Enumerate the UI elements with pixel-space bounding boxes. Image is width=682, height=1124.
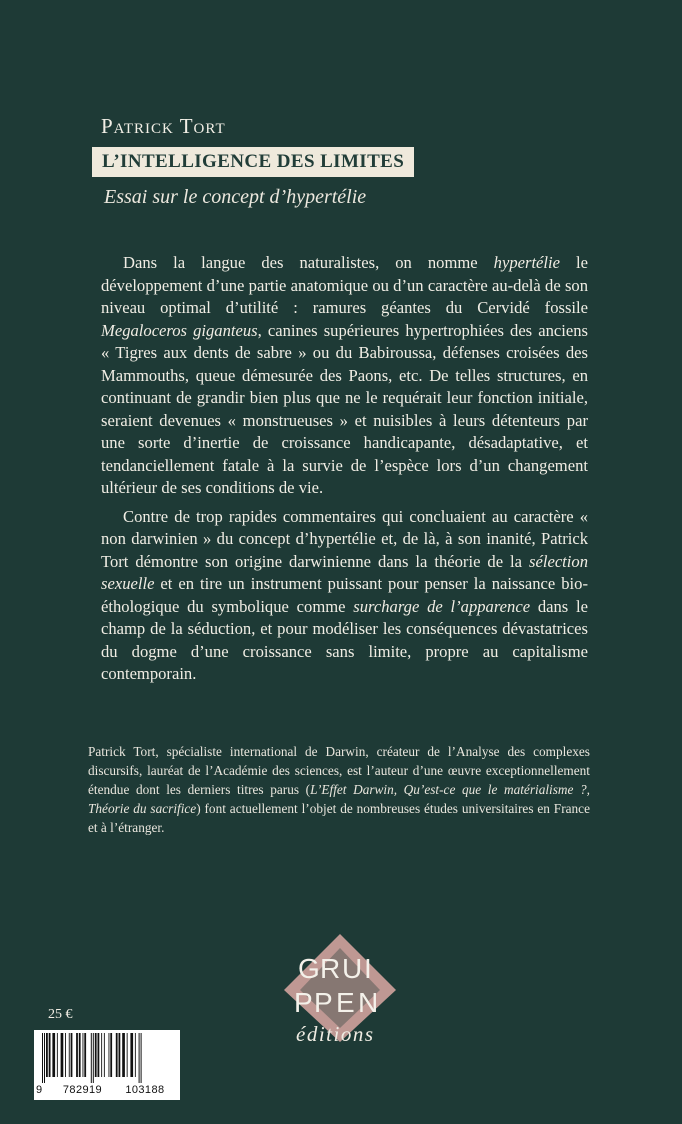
barcode-bar bbox=[71, 1033, 73, 1077]
barcode-bar bbox=[139, 1033, 140, 1083]
barcode-bar bbox=[61, 1033, 64, 1077]
barcode-bar bbox=[135, 1033, 136, 1077]
barcode-bar bbox=[42, 1033, 43, 1083]
logo-letter-n: N bbox=[358, 987, 379, 1018]
isbn-number bbox=[36, 1084, 178, 1096]
author-name: Patrick Tort bbox=[101, 114, 226, 138]
barcode-bar bbox=[44, 1033, 45, 1083]
publisher-editions-label: éditions bbox=[296, 1022, 375, 1046]
blurb-paragraph-2: Contre de trop rapides commentaires qui concluaient au caractère « non darwinien » du concept d’hypertélie et, de là, à son inanité, Patrick Tort démontre son origine darwinienne dans la théorie de la sélection sexuelle et en tire un instrument puissant pour penser la naissance bio-éthologique du symbolique comme surcharge de l’apparence dans le champ de la séduction, et pour modéliser les conséquences dévastatrices du dogme d’une croissance sans limite, propre au capitalisme contemporain. bbox=[101, 506, 588, 683]
barcode-bar bbox=[93, 1033, 94, 1083]
barcode-bar bbox=[122, 1033, 125, 1077]
barcode-bar bbox=[95, 1033, 97, 1077]
isbn-first-digit: 9 bbox=[36, 1084, 43, 1096]
logo-letter-p2: P bbox=[314, 987, 333, 1018]
barcode-bar bbox=[46, 1033, 48, 1077]
blurb bbox=[101, 252, 588, 686]
barcode-bar bbox=[83, 1033, 84, 1077]
logo-letter-g: G bbox=[298, 953, 320, 984]
logo-letter-r: R bbox=[320, 953, 341, 984]
barcode-bar bbox=[119, 1033, 121, 1077]
barcode-bar bbox=[109, 1033, 110, 1077]
logo-letter-u: U bbox=[342, 953, 363, 984]
barcode-bar bbox=[141, 1033, 142, 1083]
barcode-bar bbox=[98, 1033, 100, 1077]
book-title: L’INTELLIGENCE DES LIMITES bbox=[92, 147, 414, 177]
barcode-bar bbox=[57, 1033, 58, 1077]
blurb-paragraph-1: Dans la langue des naturalistes, on nomme hypertélie le développement d’une partie anatomique ou d’un caractère au-delà de son niveau optimal d’utilité : ramures géantes du Cervidé fossile Megaloceros giganteus, canines supérieures hypertrophiées des anciens « Tigres aux dents de sabre » ou du Babiroussa, défenses croisées des Mammouths, queue démesurée des Paons, etc. De telles structures, en continuant de grandir bien plus que ne le requérait leur fonction initiale, seraient devenues « monstrueuses » et nuisibles à leurs détenteurs par une sorte d’inertie de croissance handicapante, désadaptative, et tendanciellement fatale à la survie de l’espèce lors d’un changement ultérieur de ses conditions de vie. bbox=[101, 253, 588, 497]
barcode-bar bbox=[110, 1033, 112, 1077]
author-bio bbox=[88, 742, 590, 837]
barcode-bar bbox=[116, 1033, 118, 1077]
book-subtitle: Essai sur le concept d’hypertélie bbox=[104, 186, 367, 208]
barcode-bar bbox=[52, 1033, 55, 1077]
barcode-bar bbox=[130, 1033, 133, 1077]
barcode-bar bbox=[49, 1033, 51, 1077]
logo-letter-i: I bbox=[364, 953, 372, 984]
logo-letter-e: E bbox=[336, 987, 355, 1018]
barcode-bar bbox=[127, 1033, 128, 1077]
barcode-bar bbox=[91, 1033, 92, 1083]
barcode-bar bbox=[69, 1033, 70, 1077]
logo-letter-p1: P bbox=[294, 987, 313, 1018]
barcode-bar bbox=[101, 1033, 102, 1077]
author-bio-text: Patrick Tort, spécialiste international de Darwin, créateur de l’Analyse des complexes discursifs, lauréat de l’Académie des sciences, est l’auteur d’une œuvre exceptionnellement étendue dont les derniers titres parus (L’Effet Darwin, Qu’est-ce que le matérialisme ?, Théorie du sacrifice) font actuellement l’objet de nombreuses études universitaires en France et à l’étranger. bbox=[88, 744, 590, 835]
barcode-bars-icon bbox=[40, 1033, 174, 1083]
barcode-bar bbox=[65, 1033, 66, 1077]
barcode-bar bbox=[104, 1033, 105, 1077]
isbn-left-group: 782919 bbox=[62, 1084, 103, 1096]
barcode-bar bbox=[76, 1033, 78, 1077]
price: 25 € bbox=[48, 1007, 73, 1022]
barcode bbox=[34, 1030, 180, 1100]
isbn-right-group: 103188 bbox=[125, 1084, 165, 1096]
barcode-bar bbox=[84, 1033, 86, 1077]
barcode-bar bbox=[79, 1033, 81, 1077]
